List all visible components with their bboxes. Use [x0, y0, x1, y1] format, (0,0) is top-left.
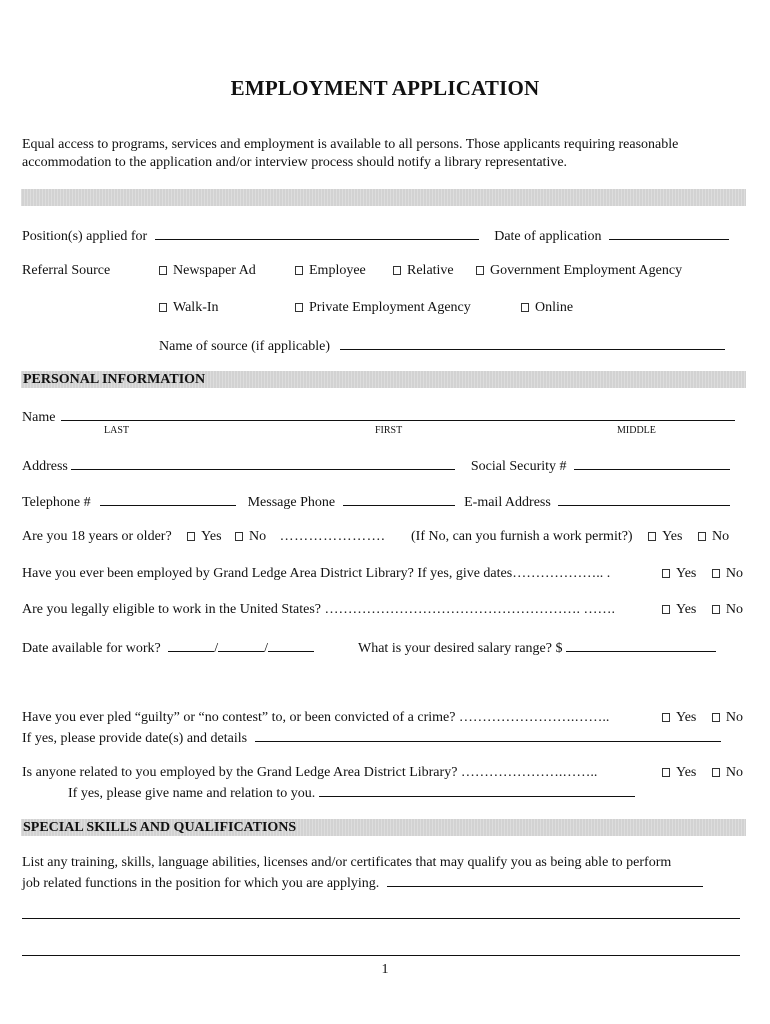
- skills-text-line2: job related functions in the position for which you are applying.: [22, 876, 380, 891]
- address-label: Address: [22, 459, 68, 474]
- guilty-details-field[interactable]: [255, 728, 721, 742]
- name-sub-middle: MIDDLE: [617, 425, 656, 436]
- guilty-yes-no: [662, 710, 743, 726]
- eligible-yes-no: [662, 602, 743, 618]
- skills-text-line2-row: [22, 873, 703, 892]
- blank-section-bar: [21, 189, 746, 206]
- age-question-row: [22, 529, 385, 545]
- option-label: Government Employment Agency: [490, 263, 683, 278]
- guilty-yes-checkbox-icon[interactable]: [662, 713, 670, 722]
- referral-option-private-agency[interactable]: [295, 300, 471, 316]
- message-phone-field[interactable]: [343, 492, 455, 506]
- telephone-field[interactable]: [100, 492, 236, 506]
- permit-yes-label: Yes: [662, 529, 683, 544]
- permit-no-label: No: [711, 529, 730, 544]
- employed-yes-label: Yes: [676, 566, 697, 581]
- salary-label: What is your desired salary range? $: [358, 641, 563, 656]
- age-yes-label: Yes: [201, 529, 222, 544]
- option-label: Private Employment Agency: [309, 300, 471, 315]
- date-available-day-field[interactable]: [218, 638, 264, 652]
- date-available-row: [22, 638, 314, 657]
- option-label: Online: [535, 300, 574, 315]
- age-dots: ………………….: [279, 529, 386, 544]
- related-no-label: No: [725, 765, 743, 780]
- guilty-no-label: No: [725, 710, 743, 725]
- option-label: Newspaper Ad: [173, 263, 256, 278]
- name-row: [22, 407, 735, 426]
- guilty-question-row: [22, 710, 609, 726]
- employed-no-checkbox-icon[interactable]: [712, 569, 720, 578]
- age-yes-checkbox-icon[interactable]: [187, 532, 195, 541]
- related-yes-label: Yes: [676, 765, 697, 780]
- name-sub-last: LAST: [104, 425, 129, 436]
- eligible-yes-checkbox-icon[interactable]: [662, 605, 670, 614]
- related-no-checkbox-icon[interactable]: [712, 768, 720, 777]
- position-label: Position(s) applied for: [22, 229, 148, 244]
- related-yes-no: [662, 765, 743, 781]
- personal-info-header: PERSONAL INFORMATION: [23, 372, 206, 387]
- name-label: Name: [22, 410, 56, 425]
- employed-question: Have you ever been employed by Grand Ledge Area District Library? If yes, give dates……………….. .: [22, 566, 611, 581]
- option-label: Employee: [309, 263, 366, 278]
- skills-field-3[interactable]: [22, 955, 740, 956]
- option-label: Walk-In: [173, 300, 219, 315]
- referral-option-relative[interactable]: [393, 263, 454, 279]
- related-question-row: [22, 765, 597, 781]
- guilty-details-row: [22, 728, 721, 747]
- checkbox-icon[interactable]: [159, 266, 167, 275]
- telephone-label: Telephone #: [22, 495, 91, 510]
- ssn-field[interactable]: [574, 456, 730, 470]
- skills-header: SPECIAL SKILLS AND QUALIFICATIONS: [23, 820, 297, 835]
- employed-no-label: No: [725, 566, 743, 581]
- permit-question-row: [411, 529, 729, 545]
- ssn-label: Social Security #: [470, 459, 567, 474]
- date-available-month-field[interactable]: [168, 638, 214, 652]
- salary-field[interactable]: [566, 638, 716, 652]
- date-separator: /: [214, 641, 219, 656]
- personal-info-header-bar: [21, 371, 746, 388]
- date-separator: /: [264, 641, 269, 656]
- position-field[interactable]: [155, 226, 479, 240]
- name-of-source-row: [159, 336, 725, 355]
- related-question: Is anyone related to you employed by the Grand Ledge Area District Library? ………………….……..: [22, 765, 598, 780]
- referral-option-employee[interactable]: [295, 263, 366, 279]
- salary-row: [358, 638, 716, 657]
- checkbox-icon[interactable]: [159, 303, 167, 312]
- referral-source-label: Referral Source: [22, 263, 111, 278]
- name-field[interactable]: [61, 407, 735, 421]
- referral-option-government[interactable]: [476, 263, 682, 279]
- skills-field-2[interactable]: [22, 918, 740, 919]
- name-sub-first: FIRST: [375, 425, 403, 436]
- telephone-row: [22, 492, 730, 511]
- referral-option-newspaper[interactable]: [159, 263, 256, 279]
- name-of-source-field[interactable]: [340, 336, 725, 350]
- guilty-yes-label: Yes: [676, 710, 697, 725]
- related-details-label: If yes, please give name and relation to you.: [68, 786, 316, 801]
- option-label: Relative: [407, 263, 454, 278]
- related-details-row: [68, 783, 635, 802]
- address-field[interactable]: [71, 456, 455, 470]
- age-question: Are you 18 years or older?: [22, 529, 172, 544]
- checkbox-icon[interactable]: [393, 266, 401, 275]
- intro-paragraph: Equal access to programs, services and employment is available to all persons. Those applicants requiring reasonable accommodation to the application and/or interview process should notify a library representative.: [22, 137, 679, 170]
- age-no-label: No: [249, 529, 267, 544]
- checkbox-icon[interactable]: [476, 266, 484, 275]
- checkbox-icon[interactable]: [295, 303, 303, 312]
- eligible-no-checkbox-icon[interactable]: [712, 605, 720, 614]
- referral-option-walkin[interactable]: [159, 300, 219, 316]
- eligible-no-label: No: [725, 602, 743, 617]
- guilty-question: Have you ever pled “guilty” or “no contest” to, or been convicted of a crime? …………………….……..: [22, 710, 610, 725]
- related-details-field[interactable]: [319, 783, 635, 797]
- eligible-question-row: [22, 602, 615, 618]
- skills-header-bar: [21, 819, 746, 836]
- checkbox-icon[interactable]: [295, 266, 303, 275]
- position-row: [22, 226, 729, 245]
- employed-yes-no: [662, 566, 743, 582]
- eligible-question: Are you legally eligible to work in the United States? ………………………………………………. …….: [22, 602, 615, 617]
- date-available-year-field[interactable]: [268, 638, 314, 652]
- page-number: 1: [381, 962, 389, 977]
- referral-option-online[interactable]: [521, 300, 573, 316]
- email-field[interactable]: [558, 492, 730, 506]
- page-title: EMPLOYMENT APPLICATION: [230, 76, 540, 100]
- skills-field-1[interactable]: [387, 873, 703, 887]
- permit-no-checkbox-icon[interactable]: [698, 532, 706, 541]
- checkbox-icon[interactable]: [521, 303, 529, 312]
- employed-question-row: [22, 566, 610, 582]
- age-no-checkbox-icon[interactable]: [235, 532, 243, 541]
- permit-yes-checkbox-icon[interactable]: [648, 532, 656, 541]
- permit-question: (If No, can you furnish a work permit?): [411, 529, 633, 544]
- guilty-no-checkbox-icon[interactable]: [712, 713, 720, 722]
- employed-yes-checkbox-icon[interactable]: [662, 569, 670, 578]
- guilty-details-label: If yes, please provide date(s) and details: [22, 731, 248, 746]
- address-row: [22, 456, 730, 475]
- eligible-yes-label: Yes: [676, 602, 697, 617]
- date-available-label: Date available for work?: [22, 641, 161, 656]
- skills-text-line1: List any training, skills, language abilities, licenses and/or certificates that may qualify you as being able to perform: [22, 855, 672, 870]
- date-of-application-label: Date of application: [494, 229, 602, 244]
- date-of-application-field[interactable]: [609, 226, 729, 240]
- related-yes-checkbox-icon[interactable]: [662, 768, 670, 777]
- message-phone-label: Message Phone: [247, 495, 336, 510]
- name-of-source-label: Name of source (if applicable): [159, 339, 331, 354]
- email-label: E-mail Address: [464, 495, 551, 510]
